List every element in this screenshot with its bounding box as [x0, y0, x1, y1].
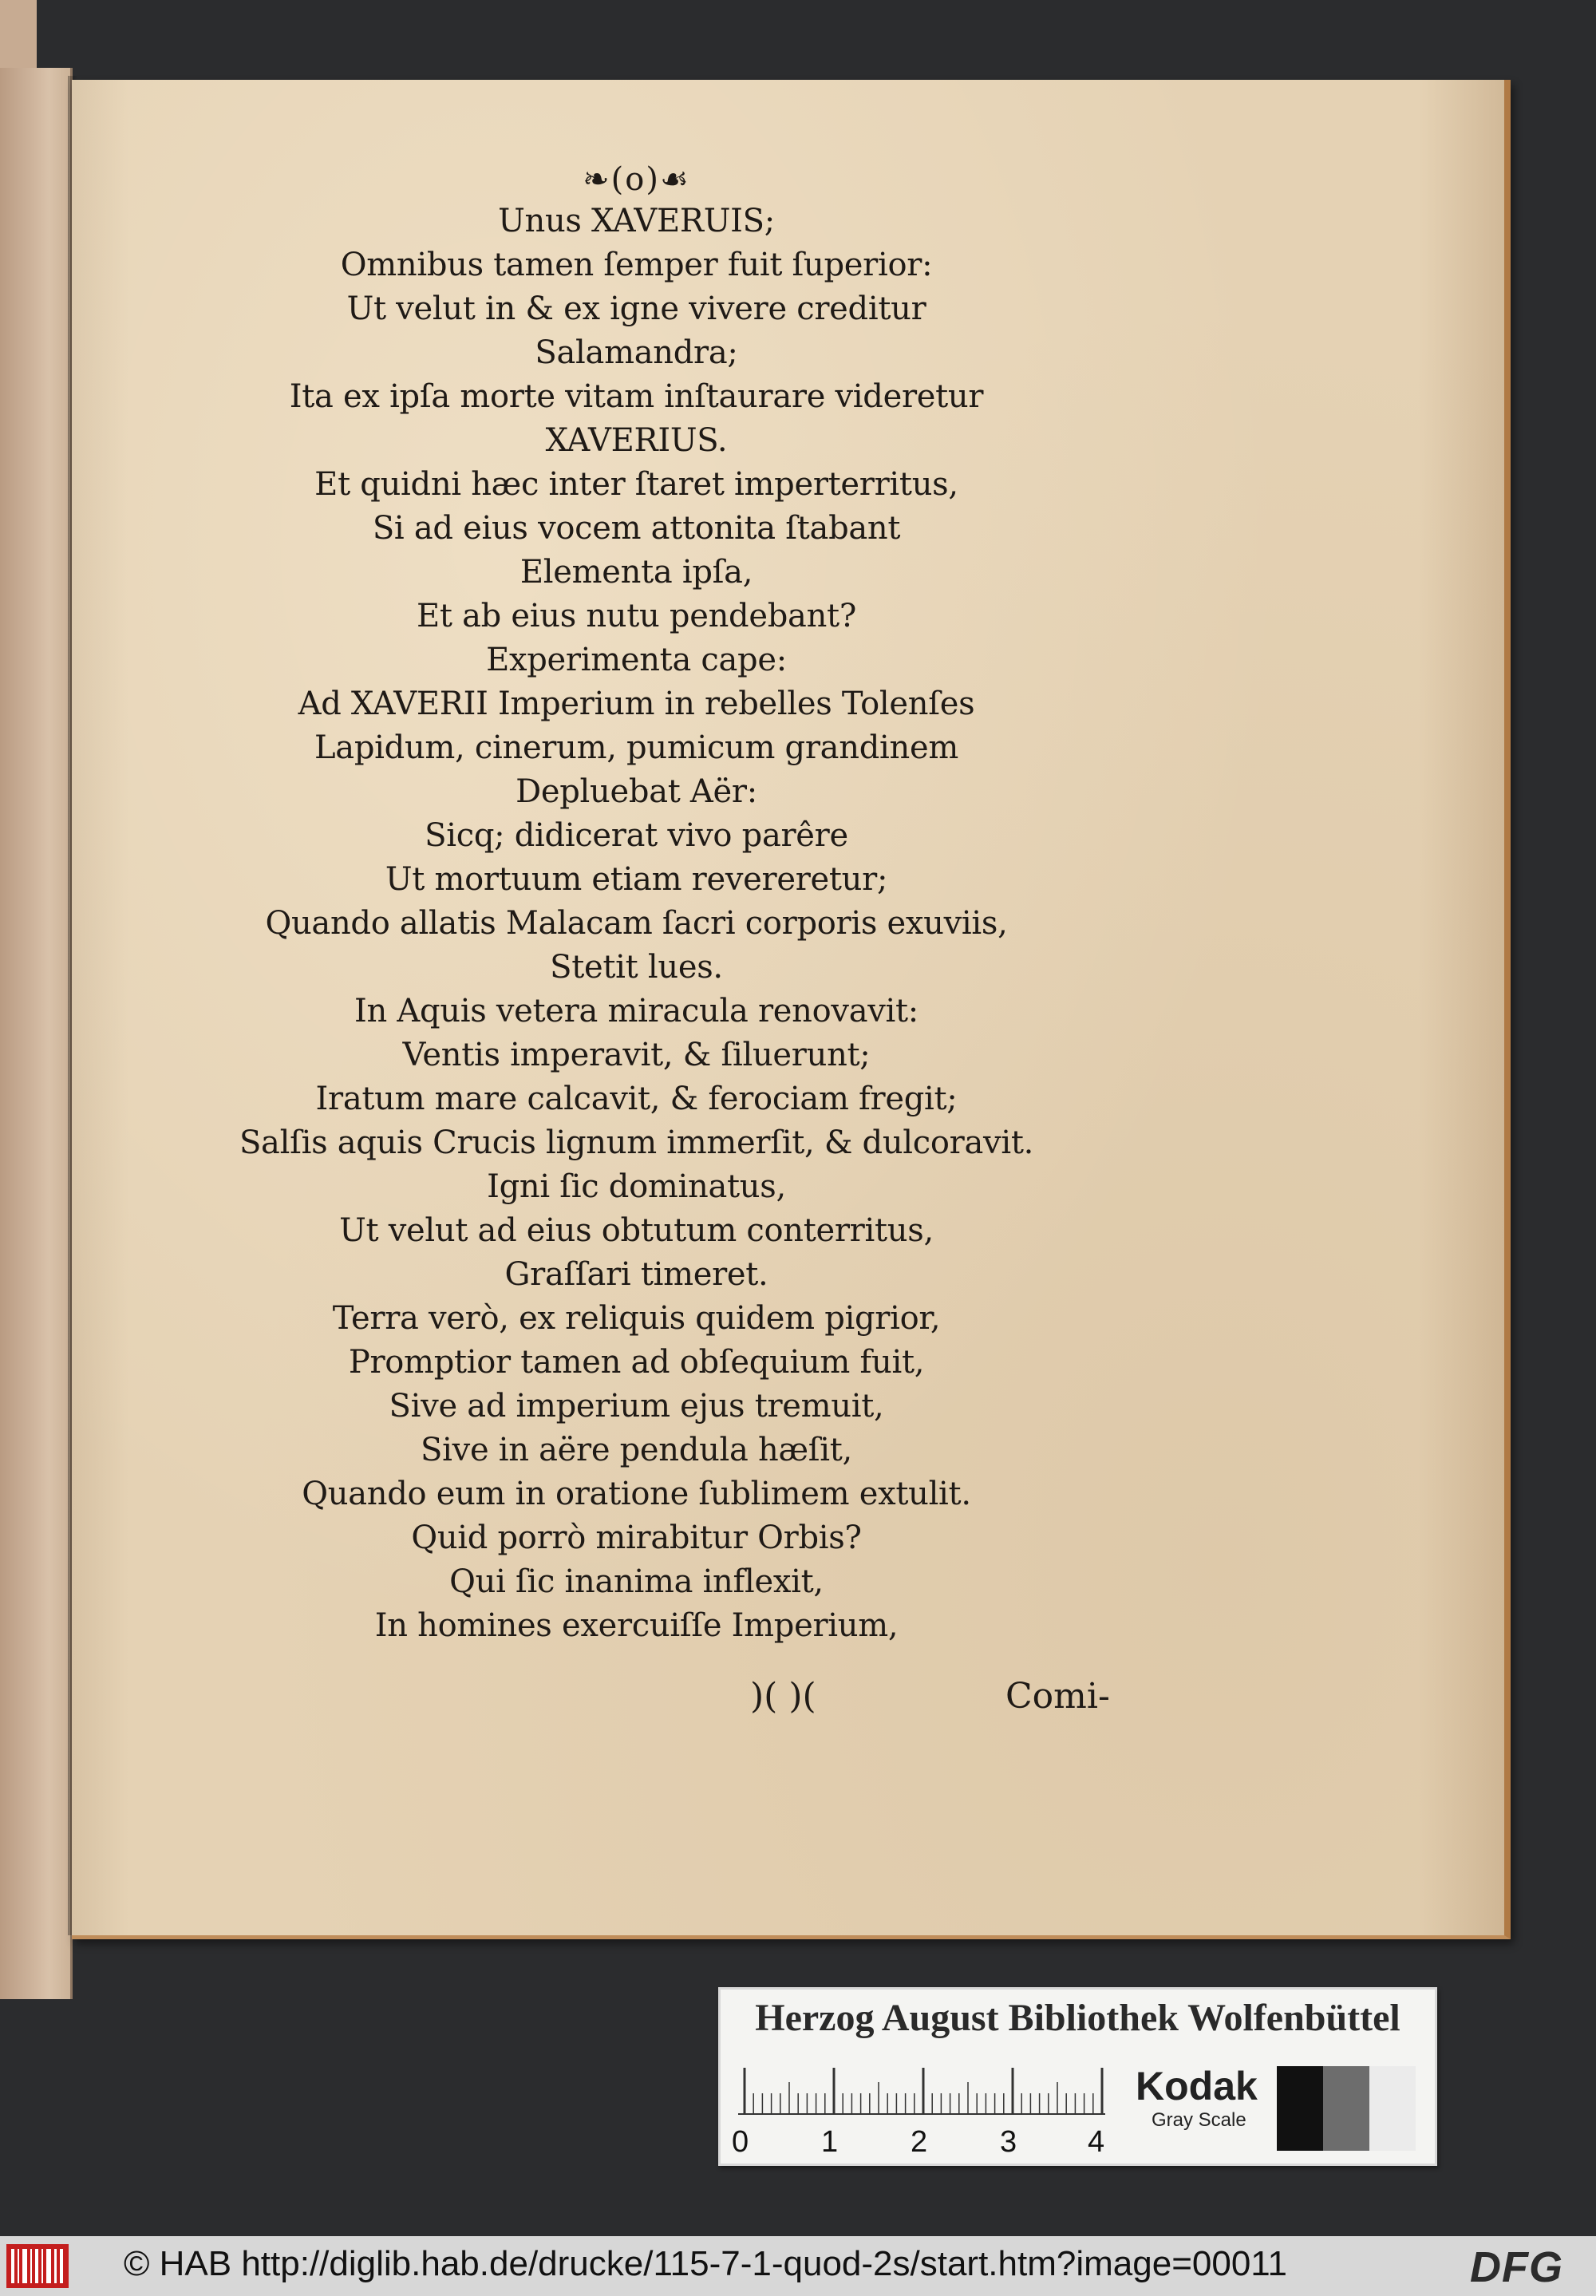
verse-line: Qui ſic inanima inflexit,	[449, 1563, 824, 1600]
page-text-block	[72, 160, 1201, 1648]
catchword: Comi-	[1005, 1676, 1110, 1717]
verse-line: Iratum mare calcavit, & ferociam fregit;	[315, 1081, 958, 1117]
page-footer-row	[72, 1676, 1428, 1724]
library-name: Herzog August Bibliothek Wolfenbüttel	[755, 1997, 1400, 2039]
verse-line: Ad XAVERII Imperium in rebelles Tolenſes	[298, 686, 975, 722]
gray-patch-black	[1277, 2066, 1323, 2151]
verse-line: Promptior tamen ad obſequium fuit,	[348, 1344, 925, 1381]
verse-line: Omnibus tamen ſemper fuit ſuperior:	[340, 247, 933, 283]
verse-line: Sive in aëre pendula hæſit,	[421, 1432, 852, 1468]
ruler-icon	[738, 2068, 1105, 2116]
ruler-number: 4	[1088, 2125, 1105, 2159]
color-scale-card	[718, 1987, 1437, 2166]
verse-line: Depluebat Aër:	[516, 773, 757, 810]
verse-line: In Aquis vetera miracula renovavit:	[354, 993, 918, 1029]
kodak-subtitle: Gray Scale	[1152, 2109, 1246, 2131]
verse-line: Et quidni hæc inter ſtaret imperterritus,	[314, 466, 958, 503]
verse-line: Ut mortuum etiam revereretur;	[385, 861, 888, 898]
ruler-number: 0	[732, 2125, 749, 2159]
verse-line: Ita ex ipſa morte vitam inſtaurare videretur	[289, 378, 984, 415]
footer-url-text[interactable]: © HAB http://diglib.hab.de/drucke/115-7-1-quod-2s/start.htm?image=00011	[124, 2244, 1287, 2283]
verse-line: Lapidum, cinerum, pumicum grandinem	[314, 729, 958, 766]
verse-line: Stetit lues.	[550, 949, 723, 986]
verse-line: Igni ſic dominatus,	[487, 1168, 786, 1205]
gray-patch-white	[1369, 2066, 1416, 2151]
ruler-number: 1	[821, 2125, 839, 2159]
signature-mark: )( )(	[750, 1676, 816, 1717]
verse-line: Quando allatis Malacam ſacri corporis exuviis,	[265, 905, 1008, 942]
ruler-number: 3	[1000, 2125, 1017, 2159]
gray-patch-mid	[1323, 2066, 1369, 2151]
verse-line: Salamandra;	[535, 334, 738, 371]
verse-line: Experimenta cape:	[486, 642, 787, 678]
dfg-logo: DFG	[1470, 2243, 1563, 2291]
verse-line: Elementa ipſa,	[519, 554, 753, 591]
verse-line: Quid porrò mirabitur Orbis?	[411, 1519, 862, 1556]
barcode-icon	[6, 2244, 69, 2288]
left-page-corner	[0, 0, 37, 68]
verse-lines	[72, 200, 1201, 1648]
verse-line: Graſſari timeret.	[504, 1256, 768, 1293]
kodak-brand: Kodak	[1136, 2064, 1258, 2108]
verse-line: Sive ad imperium ejus tremuit,	[389, 1388, 884, 1425]
verse-line: Ventis imperavit, & ſiluerunt;	[402, 1037, 871, 1073]
verse-line: Sicq; didicerat vivo parêre	[425, 817, 848, 854]
verse-line: In homines exercuiſſe Imperium,	[374, 1607, 899, 1644]
verse-line: Ut velut ad eius obtutum conterritus,	[339, 1212, 934, 1249]
book-page	[72, 80, 1511, 1939]
verse-line: XAVERIUS.	[545, 422, 728, 459]
left-page-edge	[0, 68, 73, 1999]
page-ornament: ❧(o)☙	[583, 161, 690, 198]
verse-line: Quando eum in oratione ſublimem extulit.	[302, 1476, 971, 1512]
footer-bar	[0, 2236, 1596, 2296]
verse-line: Ut velut in & ex igne vivere creditur	[346, 290, 926, 327]
verse-line: Unus XAVERUIS;	[498, 203, 775, 239]
verse-line: Si ad eius vocem attonita ſtabant	[372, 510, 901, 547]
ruler-number: 2	[911, 2125, 928, 2159]
verse-line: Terra verò, ex reliquis quidem pigrior,	[332, 1300, 941, 1337]
verse-line: Et ab eius nutu pendebant?	[417, 598, 856, 634]
verse-line: Salſis aquis Crucis lignum immerſit, & dulcoravit.	[239, 1124, 1034, 1161]
